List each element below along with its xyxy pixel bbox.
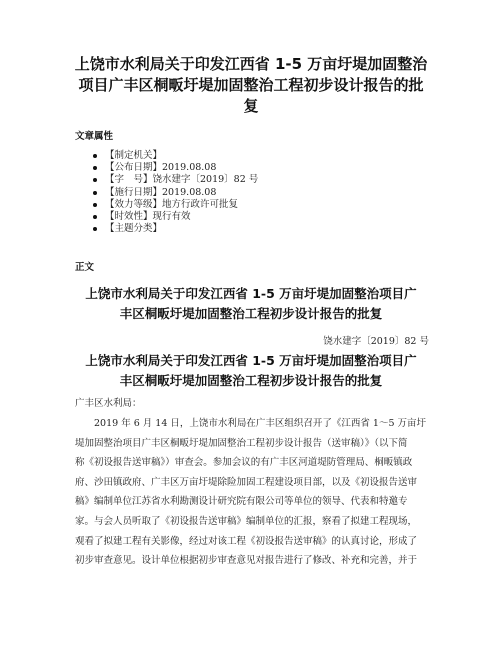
- body-paragraph: [75, 414, 427, 571]
- addressee: 广丰区水利局：: [75, 398, 142, 409]
- attributes-heading: 文章属性: [75, 131, 114, 142]
- body-title: [58, 284, 444, 324]
- bullet-icon: [93, 154, 97, 158]
- paragraph-line: 2019 年 6 月 14 日，上饶市水利局在广丰区组织召开了《江西省 1～5 万亩圩: [75, 418, 427, 429]
- attribute-item: [93, 211, 258, 223]
- paragraph-line: 府、沙田镇政府、广丰区万亩圩堤除险加固工程建设项目部，以及《初设报告送审: [75, 476, 418, 488]
- body-title-repeat: [58, 351, 444, 391]
- paragraph-line: 稿》编制单位江苏省水利勘测设计研究院有限公司等单位的领导、代表和特邀专: [75, 496, 408, 508]
- bullet-icon: [93, 215, 97, 219]
- bullet-icon: [93, 191, 97, 195]
- paragraph-line: 观看了拟建工程有关影像，经过对该工程《初设报告送审稿》的认真讨论，形成了: [75, 535, 418, 547]
- body-title-line-1: 上饶市水利局关于印发江西省 1-5 万亩圩堤加固整治项目广: [85, 286, 417, 301]
- paragraph-line: 堤加固整治项目广丰区桐畈圩堤加固整治工程初步设计报告（送审稿）》（以下简: [75, 437, 408, 449]
- bullet-icon: [93, 227, 97, 231]
- attribute-text: 【施行日期】2019.08.08: [105, 186, 217, 198]
- attribute-text: 【公布日期】2019.08.08: [105, 162, 217, 174]
- body-title-repeat-line-1: 上饶市水利局关于印发江西省 1-5 万亩圩堤加固整治项目广: [85, 353, 417, 368]
- attribute-item: [93, 174, 258, 186]
- title-line-1: 上饶市水利局关于印发江西省 1-5 万亩圩堤加固整治: [74, 55, 428, 73]
- attribute-item: [93, 162, 258, 174]
- body-heading: 正文: [75, 262, 95, 273]
- attribute-item: [93, 223, 258, 235]
- attribute-text: 【效力等级】地方行政许可批复: [105, 198, 239, 210]
- paragraph-line: 初步审查意见。设计单位根据初步审查意见对报告进行了修改、补充和完善，并于: [75, 555, 418, 567]
- attributes-list: [93, 150, 258, 235]
- attribute-item: [93, 150, 258, 162]
- document-title: [40, 54, 462, 117]
- attribute-text: 【时效性】现行有效: [105, 211, 191, 223]
- paragraph-line: 家。与会人员听取了《初设报告送审稿》编制单位的汇报，察看了拟建工程现场，: [75, 515, 418, 527]
- body-title-line-2: 丰区桐畈圩堤加固整治工程初步设计报告的批复: [119, 306, 383, 321]
- attribute-text: 【制定机关】: [105, 150, 163, 161]
- bullet-icon: [93, 203, 97, 207]
- attribute-item: [93, 187, 258, 199]
- attribute-text: 【字 号】饶水建字〔2019〕82 号: [105, 174, 259, 186]
- attribute-item: [93, 199, 258, 211]
- document-number: 饶水建字〔2019〕82 号: [323, 336, 429, 347]
- bullet-icon: [93, 178, 97, 182]
- title-line-3: 复: [243, 97, 259, 115]
- attribute-text: 【主题分类】: [105, 223, 163, 235]
- paragraph-line: 称《初设报告送审稿》）审查会。参加会议的有广丰区河道堤防管理局、桐畈镇政: [75, 457, 413, 469]
- title-line-2: 项目广丰区桐畈圩堤加固整治工程初步设计报告的批: [78, 76, 424, 94]
- bullet-icon: [93, 166, 97, 170]
- body-title-repeat-line-2: 丰区桐畈圩堤加固整治工程初步设计报告的批复: [119, 373, 383, 388]
